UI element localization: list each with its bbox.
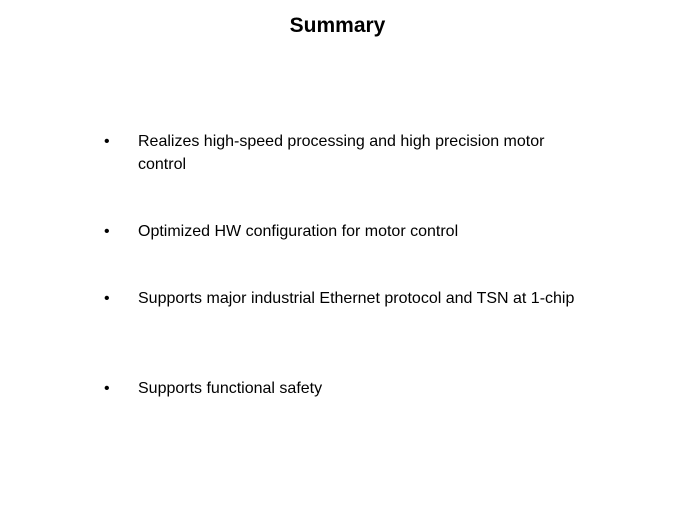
- bullet-text: Supports major industrial Ethernet protocol and TSN at 1-chip: [138, 290, 575, 307]
- bullet-glyph: •: [104, 223, 110, 240]
- bullet-glyph: •: [104, 380, 110, 397]
- slide-title: Summary: [289, 14, 386, 37]
- bullet-text: Optimized HW configuration for motor control: [138, 223, 459, 240]
- bullet-text: Realizes high-speed processing and high precision motor control: [138, 133, 545, 173]
- bullet-glyph: •: [104, 290, 110, 307]
- bullet-glyph: •: [104, 133, 110, 150]
- bullet-text: Supports functional safety: [138, 380, 323, 397]
